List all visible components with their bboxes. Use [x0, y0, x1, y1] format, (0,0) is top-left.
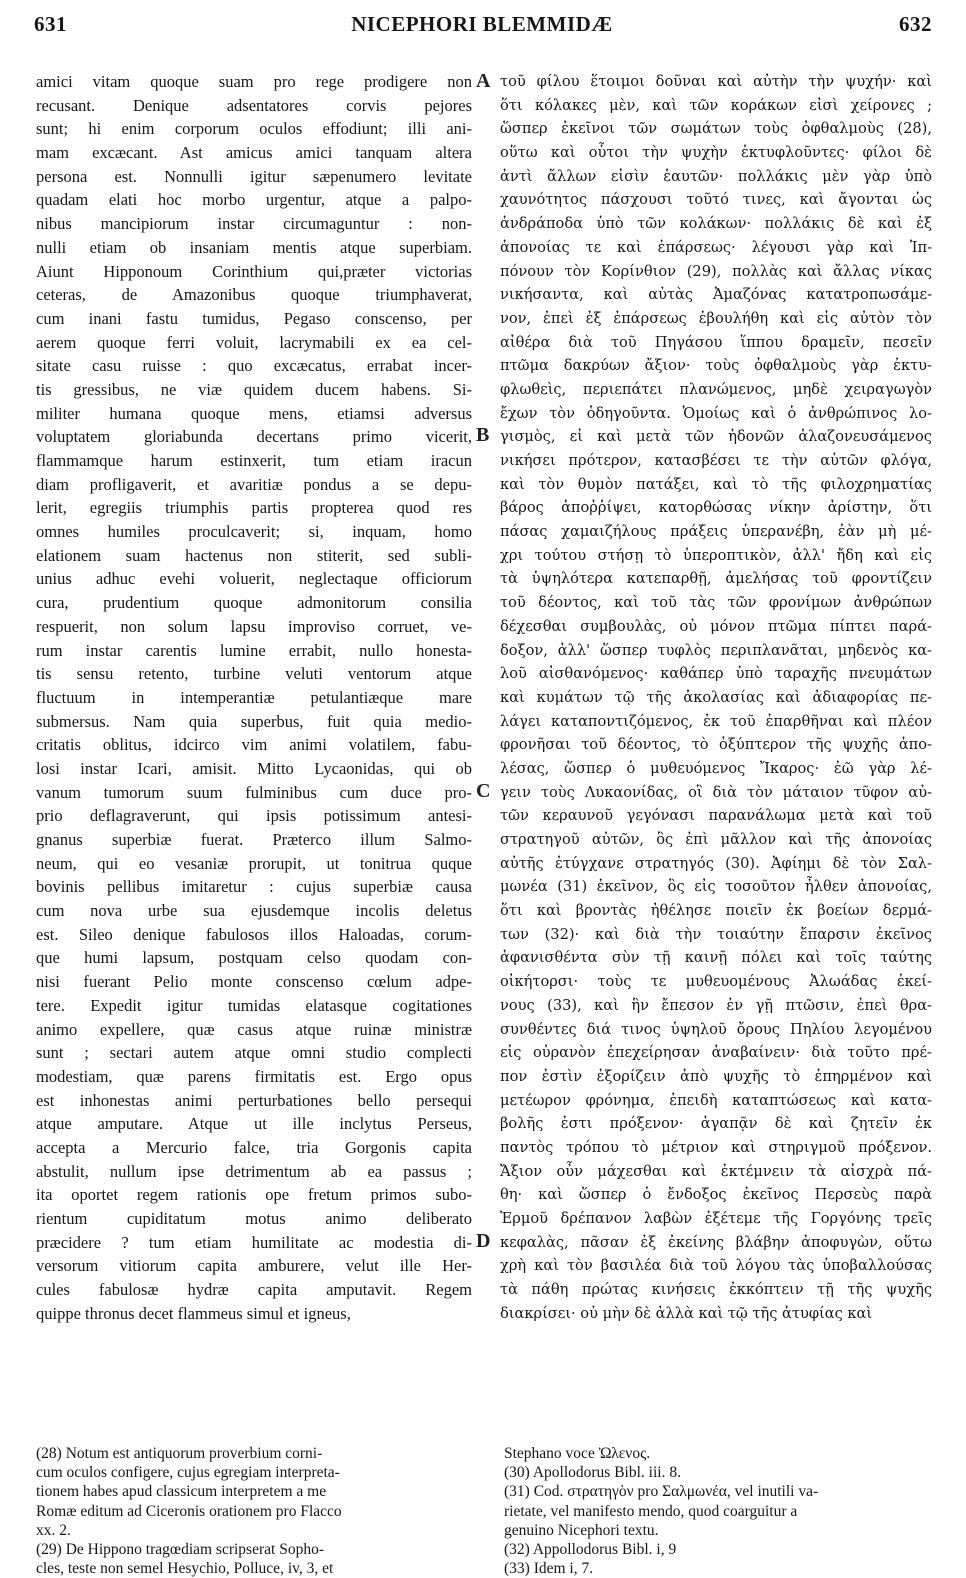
greek-text-line: τοῦ φίλου ἕτοιμοι δοῦναι καὶ αὐτὴν τὴν ψυχήν· καὶ: [500, 73, 932, 90]
greek-text-line: ἀνδράποδα ὑπὸ τῶν κολάκων· πολλάκις δὲ καὶ ἐξ: [500, 215, 932, 233]
latin-text-line: que humi lapsum, postquam celso quodam con-: [36, 948, 472, 968]
latin-text-line: losi instar Icari, amisit. Mitto Lycaonidas, qui ob: [36, 758, 472, 778]
latin-text-line: vanum tumorum suum fulminibus cum duce pro-: [36, 782, 472, 802]
latin-text-line: diam profligaverit, et avaritiæ pondus a se depu-: [36, 474, 472, 494]
latin-text-line: rum instar carentis lumine errabit, nullo honesta-: [36, 640, 472, 660]
greek-text-line: τὰ πάθη πρώτας κινήσεις ἐκκόπτειν τῇ τῆς ψυχῆς: [500, 1281, 932, 1299]
greek-text-line: εἰς οὐρανὸν ἐπεχείρησαν ἀναβαίνειν· διὰ τοῦτο πρέ-: [500, 1044, 932, 1062]
section-marker-b: B: [476, 424, 490, 446]
greek-text-line: πον ἐστὶν ἐξορίζειν ἀπὸ ψυχῆς τὸ ἐπηρμένον καὶ: [500, 1067, 932, 1085]
running-title: NICEPHORI BLEMMIDÆ: [351, 12, 613, 36]
latin-text-line: nisi fuerant Pelio monte conscenso cœlum adpe-: [36, 972, 472, 992]
footnote-line: tionem habes apud classicum interpretem a me: [36, 1483, 327, 1501]
page-number-right: 632: [899, 12, 932, 36]
footnotes-right: [504, 1444, 932, 1578]
latin-text-line: ita oportet regem rationis ope fretum primos subo-: [36, 1185, 472, 1205]
latin-text-line: recusant. Denique adsentatores corvis pejores: [36, 95, 472, 115]
latin-text-line: nibus mancipiorum instar circumaguntur : non-: [36, 214, 472, 234]
greek-text-line: χρὴ καὶ τὸν βασιλέα διὰ τοῦ λόγου τὰς ὑποβαλλούσας: [500, 1257, 932, 1275]
latin-text-line: persona est. Nonnulli igitur sæpenumero levitate: [36, 166, 472, 186]
greek-text-line: βολῆς ἐστι πρόξενον· ἀγαπᾷν δὲ καὶ ζητεῖν ἐκ: [500, 1115, 932, 1133]
latin-text-line: atque amputare. Atque ut ille inclytus Perseus,: [36, 1114, 472, 1134]
greek-text-line: φλωθεὶς, περιεπάτει πλανώμενος, μηδὲ χειραγωγὸν: [500, 380, 932, 398]
greek-text-line: χαυνότητος πάσχουσι τοῦτό τινες, καὶ ἄγονται ὡς: [500, 191, 932, 209]
latin-text-line: ceteras, de Amazonibus quoque triumphaverat,: [36, 285, 472, 305]
greek-text-line: διακρίσει· οὐ μὴν δὲ ἀλλὰ καὶ τῷ τῆς ἀτυφίας καὶ: [500, 1304, 873, 1322]
latin-text-line: cum inani fastu tumidus, Pegaso conscenso, per: [36, 308, 472, 328]
greek-text-line: νικήσαντα, καὶ αὐτὰς Ἀμαζόνας κατατροπωσάμε-: [500, 286, 932, 304]
greek-text-line: ἀντὶ ἄλλων εἰσὶν ἑαυτῶν· πολλάκις μὲν γὰρ ὑπὸ: [500, 167, 932, 185]
latin-text-line: est inhonestas animi perturbationes bello persequi: [36, 1090, 472, 1110]
greek-text-line: Ἑρμοῦ δρέπανον λαβὼν ἐξέτεμε τῆς Γοργόνης τρεῖς: [500, 1210, 932, 1227]
latin-text-line: voluptatem gloriabunda decertans primo vicerit,: [36, 427, 472, 447]
latin-text-line: submersus. Nam quia superbus, fuit quia medio-: [36, 711, 472, 731]
footnote-line: (29) De Hippono tragœdiam scripserat Sopho-: [36, 1541, 324, 1559]
latin-text-line: fluctuum in intemperantiæ petulantiæque mare: [36, 687, 472, 707]
latin-text-line: gnanus superbiæ fuerat. Præterco illum Salmo-: [36, 830, 472, 849]
footnote-line: rietate, vel manifesto mendo, quod coarguitur a: [504, 1502, 798, 1520]
section-marker-d: D: [476, 1230, 491, 1252]
greek-text-line: χρι τούτου στήσῃ τὸ ὑπεροπτικὸν, ἀλλ' ἤδη καὶ εἰς: [500, 546, 932, 564]
greek-text-line: ὅτι καὶ βροντὰς ἠθέλησε ποιεῖν ἐκ βοείων δερμά-: [500, 902, 932, 920]
latin-text-line: tere. Expedit igitur tumidas elatasque cogitationes: [36, 995, 472, 1015]
greek-text-line: δέχεσθαι συμβουλὰς, οὐ μόνον πτῶμα πίπτει παρά-: [500, 617, 932, 635]
latin-text-line: nulli etiam ob insaniam mentis atque superbiam.: [36, 237, 472, 257]
section-marker-c: C: [476, 780, 491, 802]
greek-text-line: νον, ἐπεὶ ἐξ ἐπάρσεως ἐβουλήθη καὶ εἰς αὐτὸν τὸν: [500, 309, 932, 327]
greek-text-line: ὅτι κόλακες μὲν, καὶ τῶν κοράκων εἰσὶ χείρονες ;: [500, 96, 932, 114]
latin-text-line: rientum cupiditatum motus animo deliberato: [36, 1209, 472, 1228]
greek-text-line: συνθέντες διά τινος ὑψηλοῦ ὄρους Πηλίου λεγομένου: [500, 1020, 932, 1038]
latin-text-line: militer humana quoque mens, etiamsi adversus: [36, 403, 472, 423]
greek-text-line: ἀφανισθέντα σὺν τῇ καινῇ πόλει καὶ τοῖς ταύτης: [500, 949, 932, 967]
latin-text-line: quadam elati hoc morbo urgentur, atque a palpo-: [36, 190, 472, 210]
latin-text-line: mam excæcant. Ast amicus amici tanquam altera: [36, 143, 472, 163]
latin-text-line: præcidere ? tum etiam humilitate ac modestia di-: [36, 1232, 472, 1252]
greek-text-line: ὥσπερ ἐκεῖνοι τῶν σωμάτων τοὺς ὀφθαλμοὺς (28),: [500, 120, 932, 138]
page-number-left: 631: [34, 12, 67, 36]
footnote-line: (30) Apollodorus Bibl. iii. 8.: [504, 1464, 681, 1482]
greek-text-line: καὶ κυμάτων τῷ τῆς ἀκολασίας καὶ ἀδιαφορίας πε-: [500, 688, 932, 706]
greek-text-line: οἰκήτορσι· τοὺς τε μυθευομένους Ἀλωάδας ἐκεί-: [500, 973, 932, 991]
latin-text-line: critatis oblitus, idcirco vim animi volatilem, fabu-: [36, 735, 472, 755]
greek-text-line: θη· καὶ ὥσπερ ὁ ἔνδοξος ἐκεῖνος Περσεὺς παρὰ: [500, 1186, 932, 1204]
greek-text-line: πάσας χαμαιζήλους πράξεις ὑπερανέβη, ἐὰν μὴ μέ-: [500, 523, 932, 541]
greek-text-line: κεφαλὰς, πᾶσαν ἐξ ἐκείνης βλάβην ἀποφυγὼν, οὕτω: [500, 1233, 932, 1251]
latin-text-line: unius adhuc evehi voluerit, neglectaque officiorum: [36, 569, 472, 589]
latin-text-line: Aiunt Hipponoum Corinthium qui,præter victorias: [36, 261, 472, 281]
greek-text-line: πτῶμα δακρύων ἄξιον· τοὺς ὀφθαλμοὺς γὰρ ἐκτυ-: [500, 357, 932, 375]
greek-text-line: βάρος ἀποῤῥίψει, κατορθώσας νίκην ἀρίστην, ὅτι: [500, 499, 932, 517]
footnote-line: cum oculos configere, cujus egregiam interpreta-: [36, 1464, 340, 1482]
latin-text-line: respuerit, non solum lapsu improviso corruet, ve-: [36, 616, 472, 636]
page-header: [32, 4, 932, 54]
latin-column: [36, 70, 472, 1325]
latin-text-line: tis sensu retento, turbine veluti ventorum atque: [36, 664, 472, 684]
latin-text-line: neum, qui eo vesaniæ prorupit, ut tonitrua quque: [36, 853, 472, 873]
greek-text-line: γισμὸς, εἰ καὶ μετὰ τῶν ἡδονῶν ἀλαζονευσάμενος: [500, 428, 932, 446]
latin-text-line: omnes humiles proculcaverit; si, inquam, homo: [36, 522, 472, 542]
footnote-line: (28) Notum est antiquorum proverbium corni-: [36, 1445, 323, 1462]
latin-text-line: cura, prudentium quoque admonitorum consilia: [36, 593, 472, 613]
latin-text-line: cum nova urbe sua ejusdemque incolis deletus: [36, 901, 472, 921]
greek-text-line: τὰ ὑψηλότερα κατεπαρθῇ, ἀμελήσας τοῦ φροντίζειν: [500, 570, 932, 588]
footnote-line: (31) Cod. στρατηγὸν pro Σαλμωνέα, vel inutili va-: [504, 1483, 819, 1501]
greek-text-line: στρατηγοῦ αὐτῶν, ὃς ἐπὶ μᾶλλον καὶ τῆς ἀπονοίας: [500, 831, 932, 848]
footnotes-left: [36, 1444, 476, 1578]
latin-text-line: animo expellere, quæ casus atque ruinæ ministræ: [36, 1019, 472, 1039]
latin-text-line: bovinis pellibus imitaretur : cujus superbiæ causa: [36, 877, 472, 897]
greek-text-line: φρονῆσαι τοῦ δέοντος, τὸ ὀξύπτερον τῆς ψυχῆς ἀπο-: [500, 736, 932, 754]
greek-text-line: ἔχων τὸν ὁδηγοῦντα. Ὁμοίως καὶ ὁ ἀνθρώπινος λο-: [500, 404, 932, 422]
latin-text-line: quippe thronus decet flammeus simul et igneus,: [36, 1303, 351, 1323]
latin-text-line: aerem quoque ferri voluit, lacrymabili ex ea cel-: [36, 332, 472, 352]
greek-text-line: τοῦ δέοντος, καὶ τοῦ τὰς τῶν φρονίμων ἀνθρώπων: [500, 594, 932, 612]
latin-text-line: prio deflagraverunt, qui ipsis potissimum antesi-: [36, 806, 472, 826]
greek-text-line: αἰθέρα διὰ τοῦ Πηγάσου ἵππου δραμεῖν, πεσεῖν: [500, 333, 932, 351]
greek-text-line: ἀπονοίας τε καὶ ἐπάρσεως· λέγουσι γὰρ καὶ Ἱπ-: [500, 238, 932, 256]
footnote-line: (32) Appollodorus Bibl. i, 9: [504, 1541, 677, 1559]
latin-text-line: cules fabulosæ hydræ capita amputavit. Regem: [36, 1280, 472, 1300]
latin-text-line: tis gressibus, ne viæ quidem ducem habens. Si-: [36, 379, 472, 399]
footnote-line: xx. 2.: [36, 1521, 71, 1539]
greek-text-line: λέσας, ὥσπερ ὁ μυθευόμενος Ἴκαρος· ἐῶ γὰρ λέ-: [500, 759, 932, 777]
greek-text-line: μετέωρον φρόνημα, ἐπειδὴ καταπτώσεως καὶ κατα-: [500, 1091, 932, 1109]
latin-text-line: amici vitam quoque suam pro rege prodigere non: [36, 72, 472, 91]
greek-text-line: παντὸς τρόπου τὸ μέτριον καὶ στηριγμοῦ πρόξενον.: [500, 1138, 932, 1156]
greek-text-line: αὐτῆς ἐτύγχανε στρατηγός (30). Ἀφίημι δὲ τὸν Σαλ-: [500, 854, 932, 872]
latin-text-line: abstulit, nullum ipse detrimentum ab ea passus ;: [36, 1161, 472, 1181]
greek-text-line: νους (33), καὶ ἣν ἔπεσον ἐν γῇ πτῶσιν, ἐπεὶ θρα-: [500, 996, 932, 1014]
greek-text-line: λοῦ αἰσθανόμενος· καθάπερ ὑπὸ ταραχῆς πνευμάτων: [500, 665, 932, 683]
footnote-line: Romæ editum ad Ciceronis orationem pro Flacco: [36, 1502, 342, 1520]
greek-text-line: οὕτω καὶ οὗτοι τὴν ψυχὴν ἐκτυφλοῦντες· φίλοι δὲ: [500, 144, 932, 162]
greek-text-line: λάγει καταποντιζόμενος, ἐκ τοῦ ἐπαρθῆναι καὶ πλέον: [500, 712, 932, 730]
latin-text-line: flammamque harum estinxerit, tum etiam iracun: [36, 451, 472, 470]
latin-text-line: sunt; hi enim corporum oculos effodiunt; illi ani-: [36, 119, 472, 139]
greek-text-line: πόνουν τὸν Κορίνθιον (29), πολλὰς καὶ ἄλλας νίκας: [500, 262, 932, 280]
greek-text-line: των (32)· καὶ διὰ τὴν τοιαύτην ἔπαρσιν ἐκεῖνος: [500, 925, 932, 943]
greek-text-line: δοξον, ἀλλ' ὥσπερ τυφλὸς περιπλανᾶται, μηδενὸς κα-: [500, 641, 932, 659]
greek-text-line: καὶ τὸν θυμὸν πατάξει, καὶ τὸ τῆς φιλοχρηματίας: [500, 475, 932, 493]
section-marker-a: A: [476, 70, 491, 92]
greek-text-line: νικήσει πρότερον, κατασβέσει τε τὴν αὐτῶν φλόγα,: [500, 452, 932, 469]
latin-text-line: sunt ; sectari autem atque omni studio complecti: [36, 1043, 472, 1063]
latin-text-line: versorum vitiorum capita amburere, velut ille Her-: [36, 1256, 472, 1276]
latin-text-line: est. Sileo denique fabulosos illos Haloadas, corum-: [36, 924, 472, 944]
latin-text-line: lerit, egregiis triumphis partis propterea quod res: [36, 498, 472, 518]
footnote-line: (33) Idem i, 7.: [504, 1560, 594, 1578]
latin-text-line: accepta a Mercurio falce, tria Gorgonis capita: [36, 1137, 472, 1157]
greek-text-line: γειν τοὺς Λυκαονίδας, οἳ διὰ τὸν μάταιον τῦφον αὐ-: [500, 783, 932, 801]
greek-column: [500, 70, 932, 1325]
footnote-line: Stephano voce Ὠλενος.: [504, 1445, 651, 1462]
latin-text-line: elationem suam hactenus non stiterit, sed subli-: [36, 545, 472, 565]
footnote-line: cles, teste non semel Hesychio, Polluce, iv, 3, et: [36, 1560, 334, 1578]
footnote-line: genuino Nicephori textu.: [504, 1521, 659, 1539]
greek-text-line: Ἄξιον οὖν μάχεσθαι καὶ ἐκτέμνειν τὰ αἰσχρὰ πά-: [500, 1162, 932, 1180]
latin-text-line: sitate casu ruisse : quo excæcatus, errabat incer-: [36, 356, 472, 376]
greek-text-line: μωνέα (31) ἐκεῖνον, ὃς εἰς τοσοῦτον ἦλθεν ἀπονοίας,: [500, 878, 932, 896]
latin-text-line: modestiam, quæ parens firmitatis est. Ergo opus: [36, 1066, 472, 1086]
greek-text-line: τῶν κεραυνοῦ γεγόνασι παρανάλωμα μετὰ καὶ τοῦ: [500, 807, 932, 825]
